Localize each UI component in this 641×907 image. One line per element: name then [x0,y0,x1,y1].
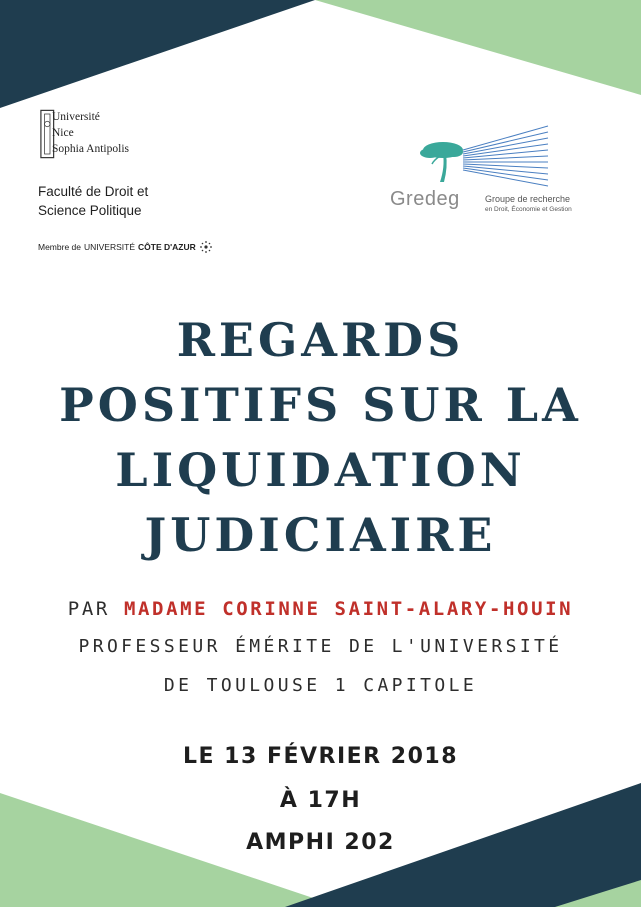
event-time: À 17H [279,788,362,813]
title-line-1: REGARDS [176,313,465,367]
event-date: LE 13 FÉVRIER 2018 [182,744,459,769]
university-logo [38,106,148,164]
page-title [0,308,641,568]
gredeg-logo [388,122,598,222]
faculty-name [38,182,148,220]
speaker-role-line-1: PROFESSEUR ÉMÉRITE DE L'UNIVERSITÉ [78,636,563,657]
membre-line [38,240,213,254]
membre-prefix: Membre de [38,242,81,252]
faculty-line-1: Faculté de Droit et [38,184,149,199]
title-line-4: JUDICIAIRE [144,508,497,562]
university-line-1: Université [52,111,100,123]
title-line-2: POSITIFS SUR LA [59,378,582,432]
faculty-line-2: Science Politique [38,203,142,218]
speaker-prefix: PAR [67,598,110,620]
speaker-role-line-2: DE TOULOUSE 1 CAPITOLE [163,675,478,696]
membre-university-light: UNIVERSITÉ [84,242,136,252]
star-dots-icon [199,240,213,254]
gredeg-subtitle-2: en Droit, Économie et Gestion [485,206,572,213]
speaker-name: MADAME CORINNE SAINT-ALARY-HOUIN [123,598,574,620]
gredeg-subtitle-1: Groupe de recherche [485,194,571,204]
speaker-line [0,598,641,620]
top-navy-shape [0,0,315,108]
membre-university-bold: CÔTE D'AZUR [138,242,196,252]
university-line-3: Sophia Antipolis [52,143,129,155]
event-room: AMPHI 202 [246,830,395,855]
title-line-3: LIQUIDATION [115,443,526,497]
gredeg-name: Gredeg [390,188,460,210]
university-line-2: Nice [52,127,74,139]
pine-tree-icon [388,122,598,192]
